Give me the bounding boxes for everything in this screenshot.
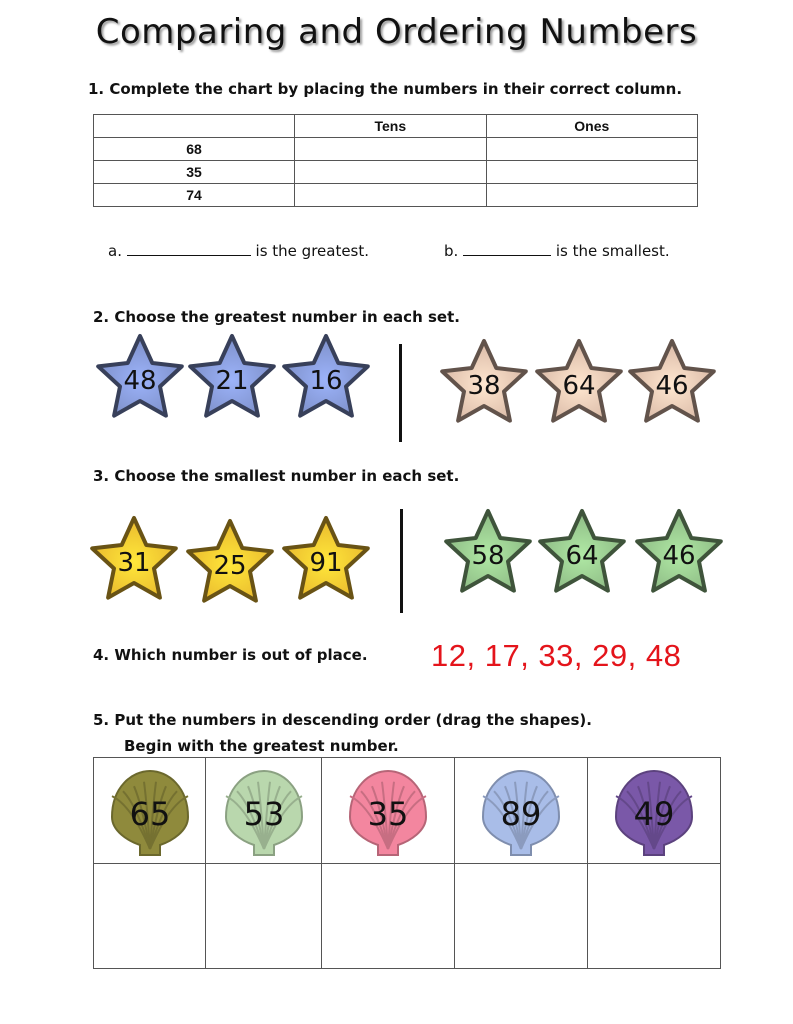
shell-cell	[455, 758, 588, 864]
shell-number: 65	[129, 794, 170, 833]
star-number: 46	[662, 541, 696, 571]
chart-header-tens: Tens	[295, 115, 487, 138]
set-divider	[400, 509, 403, 613]
shell-option[interactable]	[206, 765, 321, 861]
star-shape	[92, 333, 188, 423]
shell-option[interactable]	[94, 765, 205, 861]
star-number: 64	[565, 541, 599, 571]
smallest-prefix: b.	[444, 242, 459, 260]
chart-header-ones: Ones	[486, 115, 697, 138]
greatest-answer-line	[108, 242, 369, 260]
star-shape	[86, 515, 182, 605]
star-option[interactable]	[86, 515, 182, 605]
drop-slot[interactable]	[206, 864, 322, 969]
shell-cell	[206, 758, 322, 864]
star-option[interactable]	[631, 508, 727, 598]
chart-header-blank	[94, 115, 295, 138]
star-option[interactable]	[92, 333, 188, 423]
star-option[interactable]	[278, 515, 374, 605]
tens-cell[interactable]	[295, 184, 487, 207]
question-5-prompt-line1: 5. Put the numbers in descending order (drag the shapes).	[93, 711, 592, 729]
chart-row	[94, 161, 698, 184]
star-number: 31	[117, 548, 151, 578]
seashell-icon	[473, 765, 569, 861]
ones-cell[interactable]	[486, 161, 697, 184]
set-divider	[399, 344, 402, 442]
star-option[interactable]	[440, 508, 536, 598]
star-number: 25	[213, 551, 247, 581]
shell-number: 35	[367, 794, 409, 833]
star-number: 46	[655, 371, 689, 401]
shell-number: 89	[500, 794, 542, 833]
shell-row	[94, 758, 721, 864]
seashell-icon	[340, 765, 436, 861]
star-number: 38	[467, 371, 501, 401]
star-number: 16	[309, 366, 343, 396]
shell-cell	[322, 758, 455, 864]
star-shape	[436, 338, 532, 428]
chart-row-number: 74	[94, 184, 295, 207]
drop-slot[interactable]	[322, 864, 455, 969]
chart-row-number: 35	[94, 161, 295, 184]
seashell-icon	[216, 765, 312, 861]
shell-cell	[94, 758, 206, 864]
tens-cell[interactable]	[295, 138, 487, 161]
star-option[interactable]	[184, 333, 280, 423]
smallest-answer-blank[interactable]	[463, 255, 551, 256]
tens-cell[interactable]	[295, 161, 487, 184]
star-option[interactable]	[624, 338, 720, 428]
question-1-prompt: 1. Complete the chart by placing the numbers in their correct column.	[88, 80, 683, 98]
star-option[interactable]	[278, 333, 374, 423]
drop-slot[interactable]	[455, 864, 588, 969]
star-option[interactable]	[534, 508, 630, 598]
number-sequence[interactable]: 12, 17, 33, 29, 48	[431, 638, 682, 673]
star-shape	[624, 338, 720, 428]
chart-row	[94, 184, 698, 207]
star-shape	[182, 518, 278, 608]
question-4-prompt: 4. Which number is out of place.	[93, 646, 368, 664]
shell-cell	[588, 758, 721, 864]
star-shape	[534, 508, 630, 598]
greatest-suffix: is the greatest.	[255, 242, 370, 260]
chart-row-number: 68	[94, 138, 295, 161]
star-number: 58	[471, 541, 505, 571]
drop-row	[94, 864, 721, 969]
star-option[interactable]	[531, 338, 627, 428]
star-shape	[440, 508, 536, 598]
shell-option[interactable]	[455, 765, 587, 861]
shell-number: 53	[243, 794, 284, 833]
chart-header-row	[94, 115, 698, 138]
shell-number: 49	[633, 794, 675, 833]
page-title: Comparing and Ordering Numbers	[95, 12, 698, 52]
ordering-grid	[93, 757, 721, 969]
question-3-prompt: 3. Choose the smallest number in each set.	[93, 467, 460, 485]
star-option[interactable]	[436, 338, 532, 428]
star-shape	[278, 333, 374, 423]
star-option[interactable]	[182, 518, 278, 608]
drop-slot[interactable]	[94, 864, 206, 969]
shell-option[interactable]	[588, 765, 720, 861]
star-number: 64	[562, 371, 596, 401]
star-number: 21	[215, 366, 249, 396]
greatest-prefix: a.	[108, 242, 122, 260]
shell-option[interactable]	[322, 765, 454, 861]
place-value-chart	[93, 114, 698, 207]
question-2-prompt: 2. Choose the greatest number in each set.	[93, 308, 460, 326]
greatest-answer-blank[interactable]	[127, 255, 251, 256]
star-shape	[531, 338, 627, 428]
star-shape	[184, 333, 280, 423]
chart-row	[94, 138, 698, 161]
seashell-icon	[102, 765, 198, 861]
smallest-suffix: is the smallest.	[555, 242, 670, 260]
ones-cell[interactable]	[486, 184, 697, 207]
smallest-answer-line	[444, 242, 670, 260]
star-number: 48	[123, 366, 157, 396]
drop-slot[interactable]	[588, 864, 721, 969]
star-shape	[278, 515, 374, 605]
star-number: 91	[309, 548, 343, 578]
ones-cell[interactable]	[486, 138, 697, 161]
star-shape	[631, 508, 727, 598]
seashell-icon	[606, 765, 702, 861]
question-5-prompt-line2: Begin with the greatest number.	[124, 737, 399, 755]
